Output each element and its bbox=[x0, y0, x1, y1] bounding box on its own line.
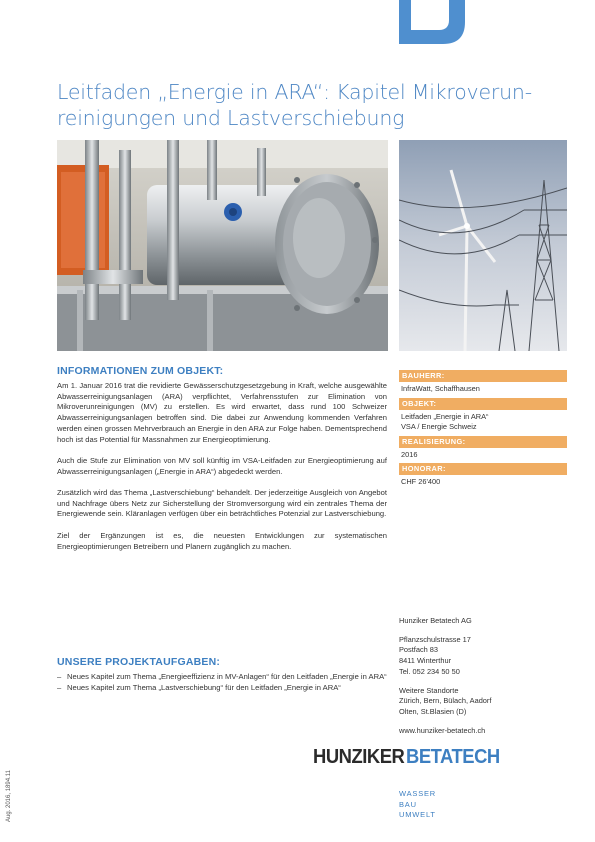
fact-label-fee: HONORAR: bbox=[399, 463, 567, 475]
info-paragraph: Auch die Stufe zur Elimination von MV soll künftig im VSA-Leitfaden zur Energieoptimierung auf Abwasserreinigungsanlagen („Energie in ARA“) abgedeckt werden. bbox=[57, 455, 387, 476]
facts-panel bbox=[399, 367, 567, 488]
page-title bbox=[57, 79, 557, 131]
fact-value-realization: 2016 bbox=[401, 449, 418, 459]
tagline bbox=[399, 789, 436, 821]
phone: Tel. 052 234 50 50 bbox=[399, 666, 460, 676]
street: Pflanzschulstrasse 17 bbox=[399, 634, 471, 644]
plant-photo bbox=[57, 140, 388, 351]
fact-line: Leitfaden „Energie in ARA“ bbox=[401, 411, 489, 421]
list-item: – Neues Kapitel zum Thema „Lastverschiebung“ für den Leitfaden „Energie in ARA“ bbox=[57, 683, 387, 694]
company-name: Hunziker Betatech AG bbox=[399, 616, 472, 625]
fact-value-fee: CHF 26'400 bbox=[401, 477, 441, 486]
info-paragraph: Ziel der Ergänzungen ist es, die neuesten Entwicklungen zur systematischen Energieoptimierungen Betreibern und Planern zugänglich zu machen. bbox=[57, 530, 387, 551]
document-code: Aug. 2016, 1894.11 bbox=[6, 770, 12, 822]
city: 8411 Winterthur bbox=[399, 656, 452, 666]
locations-title: Weitere Standorte bbox=[399, 685, 459, 695]
info-paragraph: Am 1. Januar 2016 trat die revidierte Gewässerschutzgesetzgebung in Kraft, welche ausgewählte Abwasserreinigungsanlagen (ARA) verpflichtet, Verfahrensstufen zur Elimination von Mikroverunreinigungen (MV) zu erstellen. Es wird erwartet, dass rund 100 Schweizer Abwasserreinigungsanlagen betroffen sind. Die dabei zur Anwendung kommenden Verfahren werden einen grossen Mehrverbrauch an Energie in den ARA zur Folge haben. Dementsprechend hoch ist das Potential für Massnahmen zur Energieoptimierung. bbox=[57, 381, 387, 444]
fact-label-realization: REALISIERUNG: bbox=[399, 436, 567, 448]
fact-label-object: OBJEKT: bbox=[399, 398, 567, 410]
list-item: – Neues Kapitel zum Thema „Energieeffizienz in MV-Anlagen“ für den Leitfaden „Energie in ARA“ bbox=[57, 672, 387, 683]
brand-logo bbox=[313, 742, 508, 772]
tasks-list bbox=[57, 672, 387, 693]
tagline-line: BAU bbox=[399, 799, 417, 809]
info-text bbox=[57, 381, 387, 563]
locations-line: Olten, St.Blasien (D) bbox=[399, 706, 467, 716]
tasks-heading: UNSERE PROJEKTAUFGABEN: bbox=[57, 656, 221, 668]
brand-part-2: BETATECH bbox=[406, 745, 501, 768]
info-paragraph: Zusätzlich wird das Thema „Lastverschiebung“ behandelt. Der jederzeitige Ausgleich von Angebot und Nachfrage übers Netz zur Sicherstellung der Stromversorgung wird ein zentrales Thema der Energiewende sein. Kläranlagen verfügen über ein beträchtliches Potenzial zur Lastverschiebung. bbox=[57, 488, 387, 519]
fact-value-object bbox=[399, 410, 567, 433]
website-link[interactable]: www.hunziker-betatech.ch bbox=[399, 725, 486, 735]
pobox: Postfach 83 bbox=[399, 645, 439, 655]
title-line-1: Leitfaden „Energie in ARA“: Kapitel Mikroverun- bbox=[57, 80, 532, 104]
title-line-2: reinigungen und Lastverschiebung bbox=[57, 106, 405, 130]
tagline-line: WASSER bbox=[399, 789, 437, 798]
brand-part-1: HUNZIKER bbox=[313, 745, 405, 768]
logo-tab-icon bbox=[399, 0, 465, 44]
fact-label-client: BAUHERR: bbox=[399, 370, 567, 382]
wind-turbine-photo bbox=[399, 140, 567, 351]
contact-block bbox=[399, 616, 567, 736]
locations-line: Zürich, Bern, Bülach, Aadorf bbox=[399, 696, 492, 706]
fact-value-client: InfraWatt, Schaffhausen bbox=[401, 384, 480, 393]
tagline-line: UMWELT bbox=[399, 810, 436, 819]
fact-line: VSA / Energie Schweiz bbox=[401, 422, 477, 431]
info-heading: INFORMATIONEN ZUM OBJEKT: bbox=[57, 365, 224, 377]
